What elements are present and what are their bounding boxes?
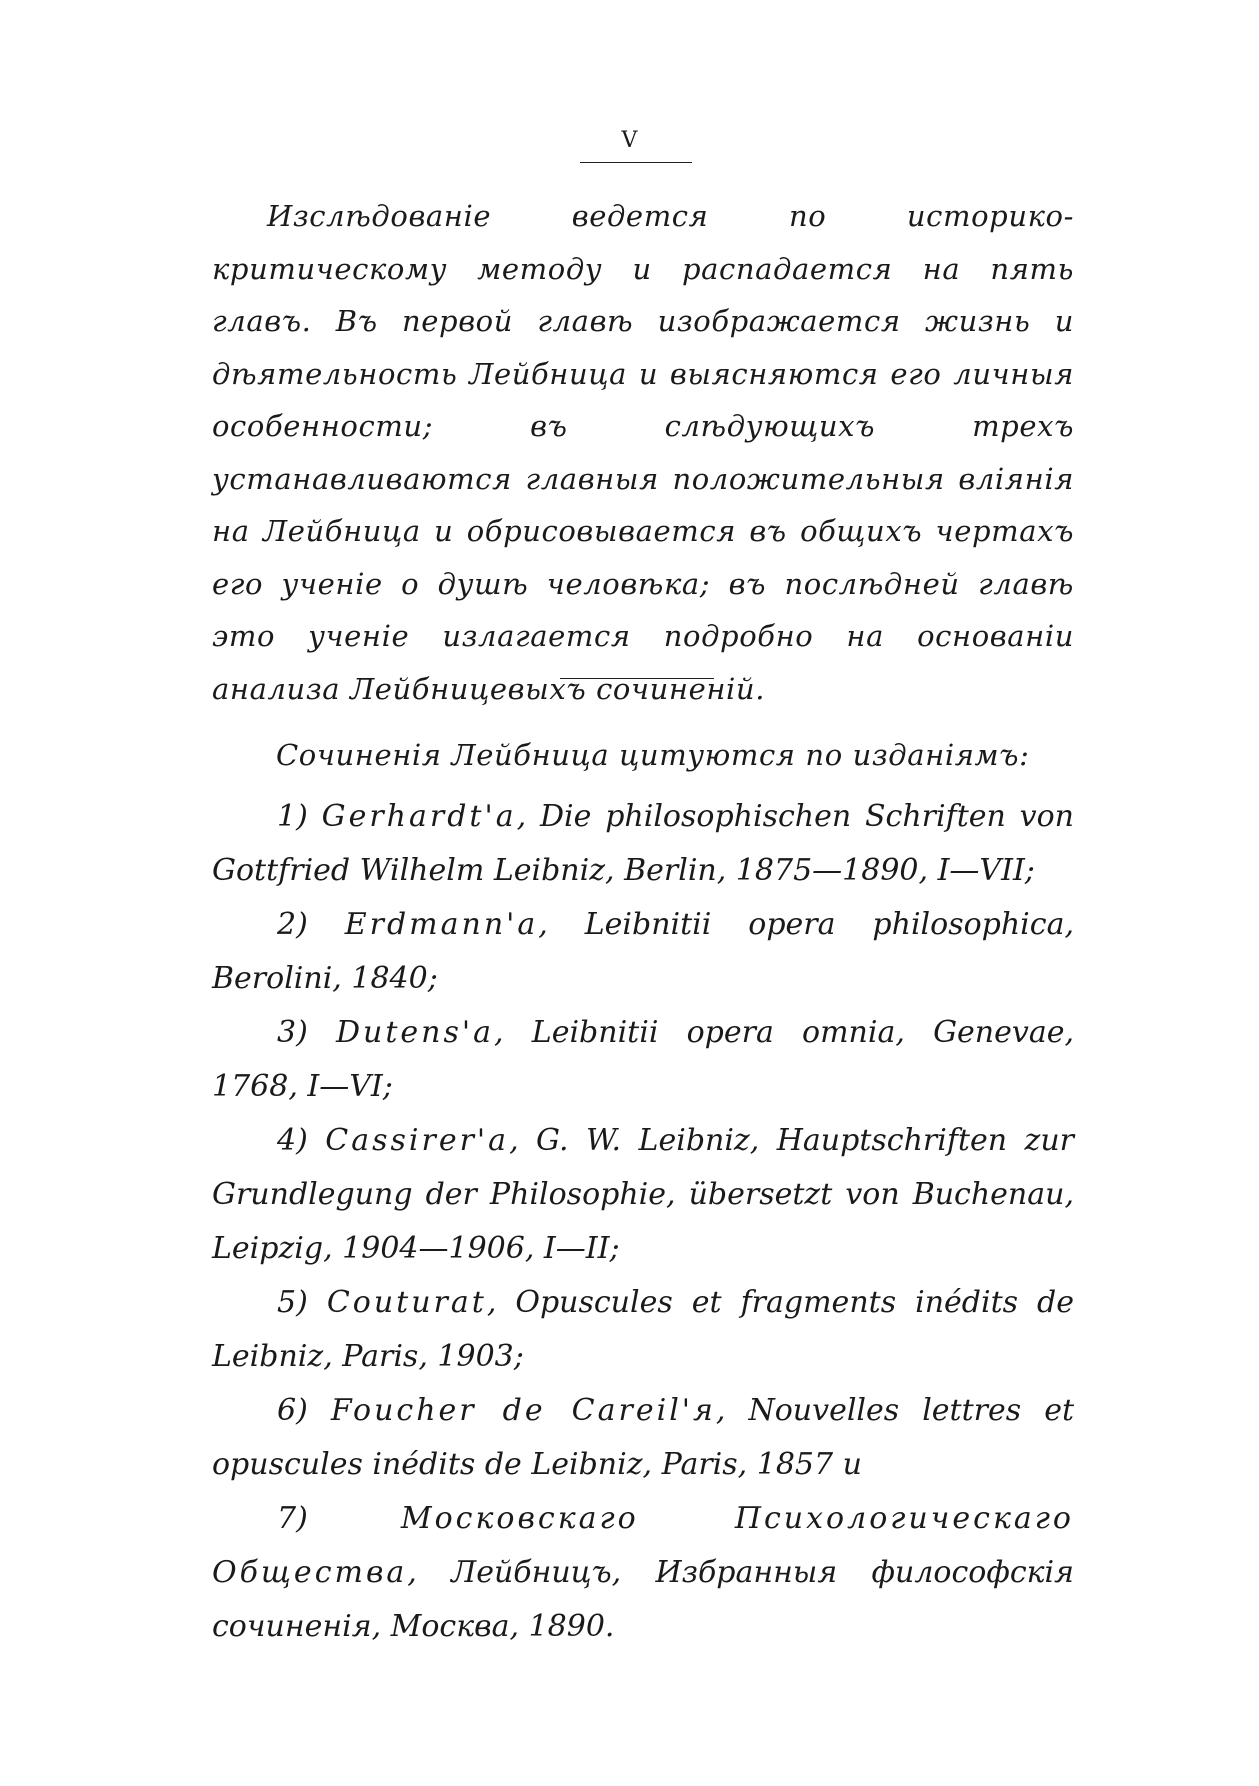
list-item (212, 898, 1074, 1006)
item-author: Dutens'a (336, 1015, 495, 1050)
item-text: , Opuscules et fragments inédits de Leibniz, Paris, 1903; (212, 1285, 1074, 1374)
item-number: 2) (277, 907, 308, 942)
item-author: Couturat (326, 1285, 487, 1320)
item-number: 6) (277, 1393, 308, 1428)
item-text: , G. W. Leibniz, Hauptschriften zur Grundlegung der Philosophie, übersetzt von Buchenau, Leipzig, 1904—1906, I—II; (212, 1123, 1074, 1266)
item-author: Erdmann'a (344, 907, 539, 942)
sources-list (212, 790, 1074, 1654)
item-number: 3) (277, 1015, 308, 1050)
page-number-rule (580, 162, 692, 163)
item-author: Foucher de Careil'я (330, 1393, 716, 1428)
item-number: 5) (277, 1285, 308, 1320)
list-item (212, 790, 1074, 898)
page-number: V (621, 128, 638, 153)
list-item (212, 1384, 1074, 1492)
item-number: 4) (277, 1123, 308, 1158)
list-item (212, 1006, 1074, 1114)
section-separator (560, 678, 714, 679)
item-text: , Die philosophischen Schriften von Gottfried Wilhelm Leibniz, Berlin, 1875—1890, I—VII; (212, 799, 1074, 888)
intro-paragraph: Изслѣдованіе ведется по историко-критическому методу и распадается на пять главъ. Въ первой главѣ изображается жизнь и дѣятельность Лейбница и выясняются его личныя особенности; въ слѣдующихъ трехъ устанавливаются главныя положительныя вліянія на Лейбница и обрисовывается въ общихъ чертахъ его ученіе о душѣ человѣка; въ послѣдней главѣ это ученіе излагается подробно на основаніи анализа Лейбницевыхъ сочиненій. (212, 199, 1074, 706)
item-number: 1) (277, 799, 308, 834)
item-author: Gerhardt'a (321, 799, 517, 834)
item-text: , Nouvelles lettres et opuscules inédits de Leibniz, Paris, 1857 и (212, 1393, 1074, 1482)
item-author: Московскаго Психологическаго Общества (212, 1501, 1074, 1590)
list-item (212, 1276, 1074, 1384)
item-number: 7) (277, 1501, 308, 1536)
list-item (212, 1492, 1074, 1654)
list-item (212, 1114, 1074, 1276)
item-author: Cassirer'a (325, 1123, 510, 1158)
item-text: , Leibnitii opera philosophica, Berolini, 1840; (212, 907, 1074, 996)
item-text: , Лейбницъ, Избранныя философскія сочиненія, Москва, 1890. (212, 1555, 1074, 1644)
sources-heading: Сочиненія Лейбница цитуются по изданіямъ: (276, 738, 1030, 772)
item-text: , Leibnitii opera omnia, Genevae, 1768, I—VI; (212, 1015, 1074, 1104)
